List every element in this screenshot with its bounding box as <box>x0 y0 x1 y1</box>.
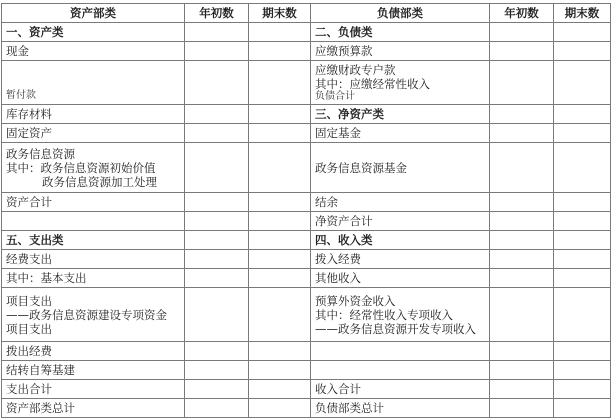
cell-empty <box>554 342 611 361</box>
liability-section-title: 二、负债类 <box>311 23 490 42</box>
income-section-title: 四、收入类 <box>311 231 490 250</box>
table-row <box>2 399 611 418</box>
row-label: 现金 <box>2 42 185 61</box>
cell-empty <box>185 23 249 42</box>
table-row <box>2 231 611 250</box>
row-label: 库存材料 <box>2 105 185 124</box>
label-line: 政务信息资源加工处理 <box>42 174 157 189</box>
cell-empty <box>185 269 249 288</box>
label-line: ——政务信息资源开发专项收入 <box>315 321 476 336</box>
cell-empty <box>490 342 554 361</box>
label-line: 其中：应缴经常性收入 <box>315 76 430 91</box>
cell-empty <box>554 231 611 250</box>
label-line: 政务信息资源 <box>6 146 75 161</box>
cell-empty <box>185 42 249 61</box>
cell-empty <box>554 269 611 288</box>
header-liability-end: 期末数 <box>554 4 611 23</box>
cell-empty <box>249 288 311 342</box>
cell-empty <box>185 212 249 231</box>
table-row <box>2 61 611 105</box>
cell-empty <box>554 399 611 418</box>
label-line: 负债合计 <box>315 90 355 102</box>
cell-empty <box>185 193 249 212</box>
cell-empty <box>249 269 311 288</box>
cell-empty <box>249 105 311 124</box>
cell-empty <box>490 193 554 212</box>
cell-empty <box>490 288 554 342</box>
cell-empty <box>490 23 554 42</box>
row-label <box>311 361 490 380</box>
table-row <box>2 193 611 212</box>
cell-empty <box>490 269 554 288</box>
cell-empty <box>185 380 249 399</box>
table-row <box>2 288 611 342</box>
cell-empty <box>554 193 611 212</box>
label-line: 应缴财政专户款 <box>315 62 396 77</box>
cell-empty <box>249 193 311 212</box>
cell-empty <box>249 399 311 418</box>
cell-empty <box>554 212 611 231</box>
balance-sheet <box>1 3 610 415</box>
cell-empty <box>490 143 554 193</box>
cell-empty <box>554 61 611 105</box>
row-label-stack <box>311 288 490 342</box>
row-label: 政务信息资源基金 <box>311 143 490 193</box>
cell-empty <box>490 399 554 418</box>
cell-empty <box>490 361 554 380</box>
cell-empty <box>490 42 554 61</box>
label-line: ——政务信息资源建设专项资金 <box>6 307 167 322</box>
row-label: 经费支出 <box>2 250 185 269</box>
table-row <box>2 143 611 193</box>
row-label: 资产部类总计 <box>2 399 185 418</box>
label-line: 其中：政务信息资源初始价值 <box>6 160 156 175</box>
header-asset-end: 期末数 <box>249 4 311 23</box>
cell-empty <box>490 250 554 269</box>
row-label: 资产合计 <box>2 193 185 212</box>
cell-empty <box>490 105 554 124</box>
expense-section-title: 五、支出类 <box>2 231 185 250</box>
cell-empty <box>249 124 311 143</box>
cell-empty <box>249 61 311 105</box>
cell-empty <box>554 23 611 42</box>
row-label-stack <box>2 288 185 342</box>
row-label: 支出合计 <box>2 380 185 399</box>
cell-empty <box>249 23 311 42</box>
row-label: 其他收入 <box>311 269 490 288</box>
cell-empty <box>490 212 554 231</box>
table-row <box>2 124 611 143</box>
table-row <box>2 361 611 380</box>
cell-empty <box>249 361 311 380</box>
cell-empty <box>185 399 249 418</box>
row-label: 净资产合计 <box>311 212 490 231</box>
row-label <box>311 342 490 361</box>
row-label: 拨出经费 <box>2 342 185 361</box>
header-liability-begin: 年初数 <box>490 4 554 23</box>
cell-empty <box>185 361 249 380</box>
cell-empty <box>554 105 611 124</box>
header-asset-begin: 年初数 <box>185 4 249 23</box>
cell-empty <box>185 231 249 250</box>
row-label: 固定基金 <box>311 124 490 143</box>
cell-empty <box>185 342 249 361</box>
row-label <box>2 212 185 231</box>
cell-empty <box>249 250 311 269</box>
cell-empty <box>185 250 249 269</box>
cell-empty <box>249 380 311 399</box>
row-label: 结转自筹基建 <box>2 361 185 380</box>
cell-empty <box>554 250 611 269</box>
cell-empty <box>490 380 554 399</box>
cell-empty <box>249 231 311 250</box>
label-text: 暂付款 <box>6 90 36 101</box>
cell-empty <box>490 61 554 105</box>
header-liability-category: 负债部类 <box>311 4 490 23</box>
row-label: 拨入经费 <box>311 250 490 269</box>
cell-empty <box>249 42 311 61</box>
row-label-stack <box>2 143 185 193</box>
label-line: 预算外资金收入 <box>315 293 396 308</box>
cell-empty <box>185 124 249 143</box>
cell-empty <box>185 143 249 193</box>
cell-empty <box>249 342 311 361</box>
cell-empty <box>249 143 311 193</box>
row-label: 固定资产 <box>2 124 185 143</box>
table-row <box>2 42 611 61</box>
table-row <box>2 212 611 231</box>
table-row <box>2 250 611 269</box>
table-row <box>2 105 611 124</box>
cell-empty <box>554 380 611 399</box>
row-label: 负债部类总计 <box>311 399 490 418</box>
cell-empty <box>249 212 311 231</box>
table-row <box>2 269 611 288</box>
label-line: 项目支出 <box>6 321 52 336</box>
table-row <box>2 342 611 361</box>
table-body <box>2 23 611 418</box>
cell-empty <box>490 124 554 143</box>
cell-empty <box>554 143 611 193</box>
header-asset-category: 资产部类 <box>2 4 185 23</box>
asset-section-title: 一、资产类 <box>2 23 185 42</box>
cell-empty <box>185 105 249 124</box>
row-label: 其中：基本支出 <box>2 269 185 288</box>
row-label-stack <box>311 61 490 105</box>
row-label: 应缴预算款 <box>311 42 490 61</box>
cell-empty <box>185 288 249 342</box>
cell-empty <box>554 361 611 380</box>
cell-empty <box>490 231 554 250</box>
row-label: 结余 <box>311 193 490 212</box>
cell-empty <box>554 288 611 342</box>
cell-empty <box>554 124 611 143</box>
row-label <box>2 61 185 105</box>
liability-section-title: 三、净资产类 <box>311 105 490 124</box>
table-row <box>2 23 611 42</box>
row-label: 收入合计 <box>311 380 490 399</box>
balance-table <box>1 3 611 418</box>
header-row <box>2 4 611 23</box>
cell-empty <box>554 42 611 61</box>
table-row <box>2 380 611 399</box>
label-line: 项目支出 <box>6 293 52 308</box>
label-line: 其中：经常性收入专项收入 <box>315 307 453 322</box>
cell-empty <box>185 61 249 105</box>
